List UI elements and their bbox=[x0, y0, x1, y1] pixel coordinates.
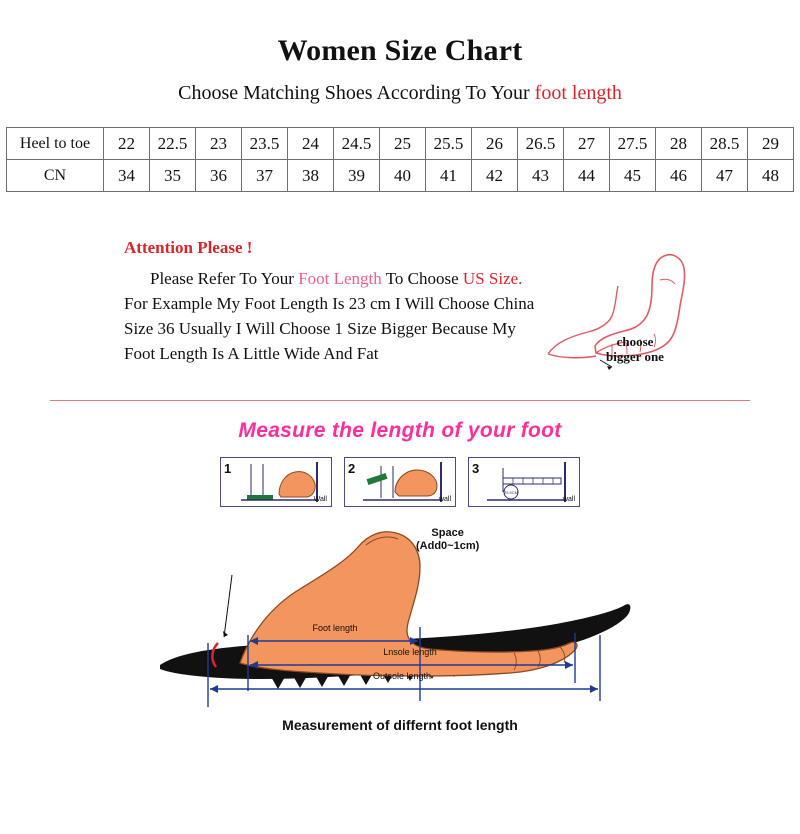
cell-cn-3: 37 bbox=[242, 160, 288, 192]
space-label-line1: Space bbox=[431, 527, 464, 539]
row-header-cn: CN bbox=[7, 160, 104, 192]
measure-step-3 bbox=[468, 457, 580, 507]
measure-title: Measure the length of your foot bbox=[238, 419, 562, 442]
outsole-length-label: Outsole length bbox=[372, 671, 432, 681]
cell-cn-8: 42 bbox=[472, 160, 518, 192]
cell-heel-13: 28.5 bbox=[702, 128, 748, 160]
step-number: 2 bbox=[348, 461, 356, 476]
measure-steps bbox=[0, 457, 800, 507]
cell-heel-4: 24 bbox=[288, 128, 334, 160]
page-subtitle bbox=[0, 82, 800, 105]
attention-title: Attention Please ! bbox=[124, 238, 253, 257]
attention-line1-us-size: US Size. bbox=[462, 269, 523, 288]
svg-text:25.5CM: 25.5CM bbox=[503, 490, 519, 495]
cell-heel-1: 22.5 bbox=[150, 128, 196, 160]
choose-note-line2: bigger one bbox=[606, 349, 664, 364]
step-3-wall-label: wall bbox=[562, 496, 575, 503]
cell-cn-7: 41 bbox=[426, 160, 472, 192]
measure-step-1 bbox=[220, 457, 332, 507]
cell-cn-1: 35 bbox=[150, 160, 196, 192]
size-table bbox=[6, 127, 794, 192]
step-2-wall-label: wall bbox=[438, 496, 451, 503]
cell-cn-12: 46 bbox=[656, 160, 702, 192]
cell-cn-4: 38 bbox=[288, 160, 334, 192]
measure-section bbox=[0, 419, 800, 749]
attention-line-3: Size 36 Usually I Will Choose 1 Size Bigger Because My bbox=[124, 319, 516, 338]
cell-heel-9: 26.5 bbox=[518, 128, 564, 160]
row-header-heel-to-toe: Heel to toe bbox=[7, 128, 104, 160]
step-1-wall-label: Wall bbox=[313, 496, 327, 503]
step-number: 3 bbox=[472, 461, 480, 476]
attention-line1-foot-length: Foot Length bbox=[298, 269, 382, 288]
cell-heel-11: 27.5 bbox=[610, 128, 656, 160]
cell-cn-5: 39 bbox=[334, 160, 380, 192]
choose-bigger-note bbox=[580, 334, 690, 364]
cell-cn-6: 40 bbox=[380, 160, 426, 192]
foot-length-label: Foot length bbox=[312, 623, 358, 633]
subtitle-highlight: foot length bbox=[534, 82, 622, 104]
cell-heel-14: 29 bbox=[748, 128, 794, 160]
cell-heel-10: 27 bbox=[564, 128, 610, 160]
cell-cn-13: 47 bbox=[702, 160, 748, 192]
cell-cn-2: 36 bbox=[196, 160, 242, 192]
attention-line-4: Foot Length Is A Little Wide And Fat bbox=[124, 344, 379, 363]
attention-section bbox=[0, 232, 800, 392]
cell-cn-0: 34 bbox=[104, 160, 150, 192]
foot-measure-diagram bbox=[120, 515, 680, 715]
cell-heel-8: 26 bbox=[472, 128, 518, 160]
subtitle-text: Choose Matching Shoes According To Your bbox=[178, 82, 535, 104]
cell-heel-0: 22 bbox=[104, 128, 150, 160]
choose-note-line1: choose bbox=[616, 334, 654, 349]
space-label bbox=[416, 527, 479, 553]
cell-heel-7: 25.5 bbox=[426, 128, 472, 160]
table-row bbox=[7, 160, 794, 192]
cell-heel-6: 25 bbox=[380, 128, 426, 160]
section-divider bbox=[50, 400, 750, 401]
table-row bbox=[7, 128, 794, 160]
cell-cn-10: 44 bbox=[564, 160, 610, 192]
cell-heel-2: 23 bbox=[196, 128, 242, 160]
space-label-line2: (Add0~1cm) bbox=[416, 540, 480, 552]
page-title: Women Size Chart bbox=[277, 34, 523, 67]
attention-line1-a: Please Refer To Your bbox=[150, 269, 299, 288]
cell-heel-12: 28 bbox=[656, 128, 702, 160]
cell-heel-5: 24.5 bbox=[334, 128, 380, 160]
attention-line1-c: To Choose bbox=[381, 269, 463, 288]
cell-cn-11: 45 bbox=[610, 160, 656, 192]
step-number: 1 bbox=[224, 461, 232, 476]
foot-measure-svg bbox=[120, 515, 680, 715]
insole-length-label: Lnsole length bbox=[383, 647, 437, 657]
cell-heel-3: 23.5 bbox=[242, 128, 288, 160]
cell-cn-9: 43 bbox=[518, 160, 564, 192]
cell-cn-14: 48 bbox=[748, 160, 794, 192]
size-table-wrapper bbox=[0, 127, 800, 192]
measure-caption: Measurement of differnt foot length bbox=[282, 717, 518, 733]
attention-line-2: For Example My Foot Length Is 23 cm I Will Choose China bbox=[124, 294, 535, 313]
measure-step-2 bbox=[344, 457, 456, 507]
size-chart-page bbox=[0, 34, 800, 834]
